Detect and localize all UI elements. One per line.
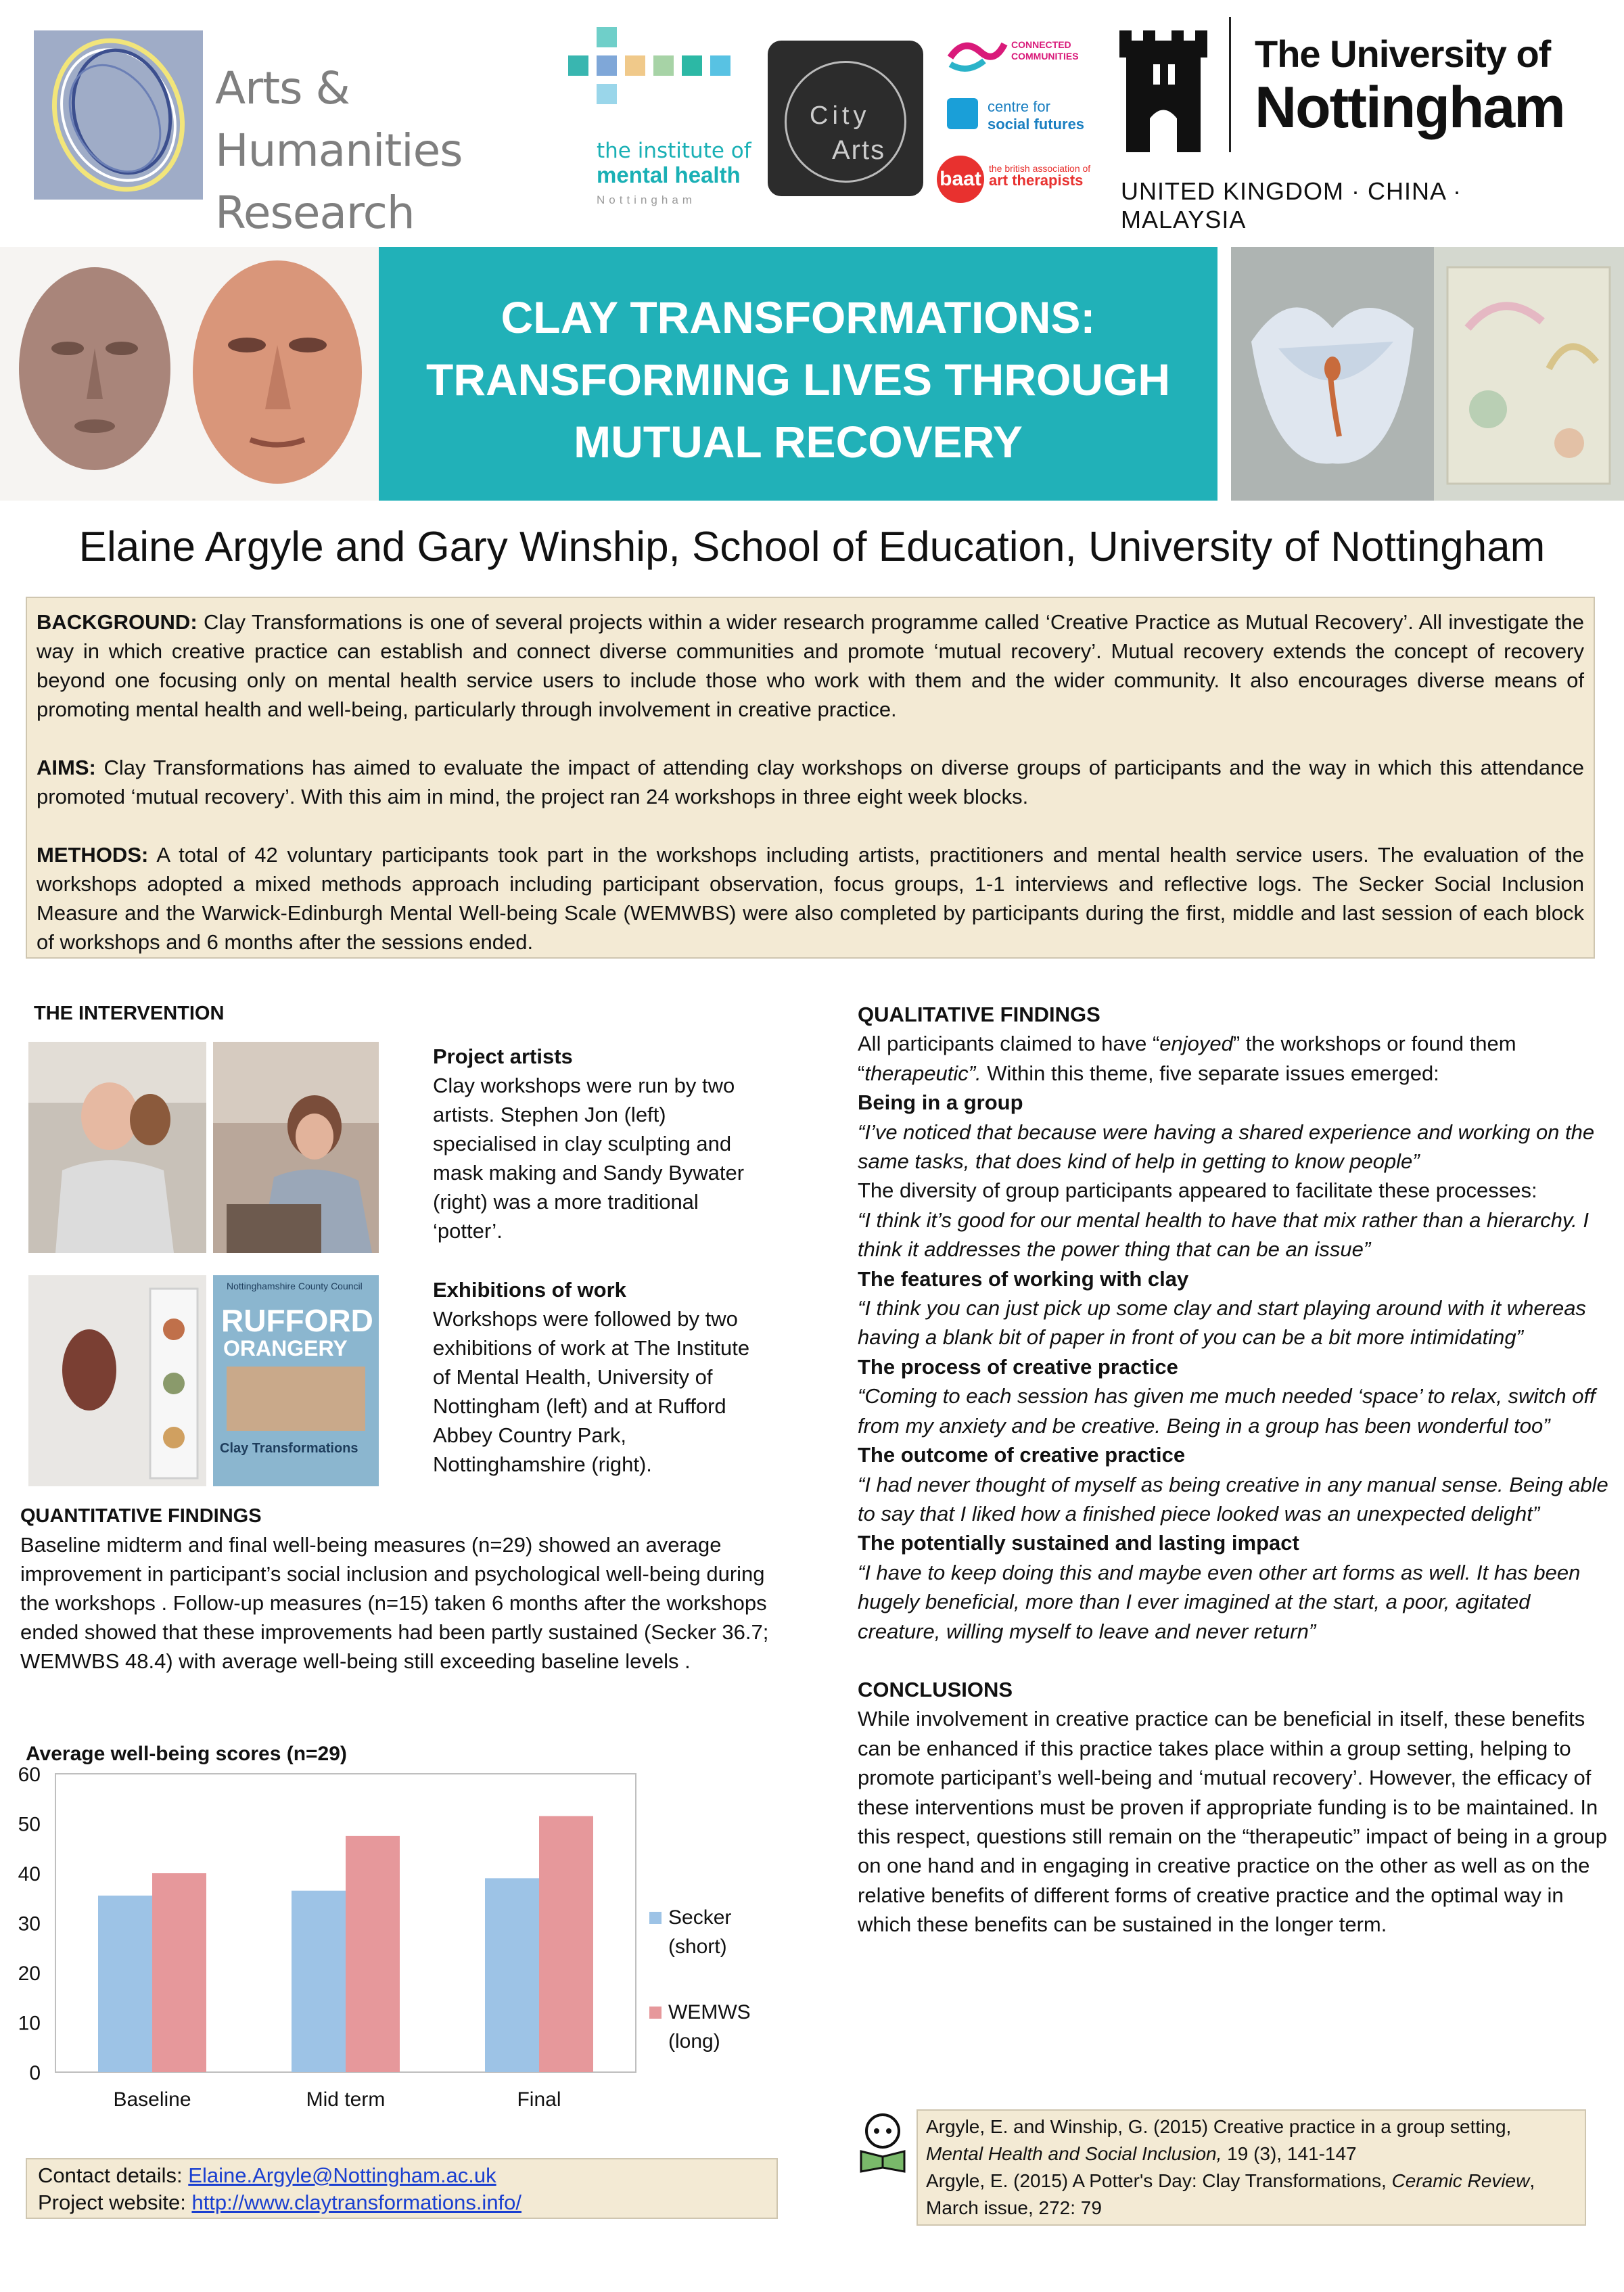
poster-orangery: ORANGERY [223,1336,348,1360]
methods-paragraph [37,840,1584,957]
bar-wemws [152,1873,206,2072]
ahrc-swirl-icon [34,30,203,200]
bar-wemws [539,1816,593,2072]
legend-label: (short) [668,1935,727,1958]
artists-caption-text: Clay workshops were run by two artists. Stephen Jon (left) specialised in clay sculpting and mask making and Sandy Bywater (right) was a more traditional ‘potter’. [433,1074,745,1243]
contact-website-label: Project website: [38,2191,192,2214]
uon-countries: UNITED KINGDOM · CHINA · MALAYSIA [1121,177,1462,233]
intro-box [26,597,1595,959]
baat-small: the british association of [989,163,1091,174]
y-tick-label: 60 [18,1766,41,1786]
city-arts-logo [768,41,923,196]
y-tick-label: 30 [18,1912,41,1935]
y-tick-label: 50 [18,1813,41,1836]
legend-swatch [649,1912,662,1924]
x-tick-label: Baseline [113,2088,191,2111]
references-box [917,2109,1586,2226]
reference-2: Argyle, E. (2015) A Potter's Day: Clay Transformations, Ceramic Review, March issue, 272: 79 [926,2170,1535,2218]
imh-squares-icon [568,27,730,108]
bar-secker [485,1878,539,2072]
connected-communities-line2: COMMUNITIES [1011,51,1079,62]
contact-box [26,2158,778,2219]
background-paragraph [37,608,1584,724]
city-arts-line1: City [810,101,871,130]
clay-bowl-image [1231,247,1624,501]
conclusions-title: CONCLUSIONS [858,1677,1013,1701]
contact-email-line [38,2162,766,2189]
ahrc-line2: Research [215,187,415,239]
quote-outcome: “I had never thought of myself as being creative in any manual sense. Being able to say that I liked how a finished piece looked was an unexpected delight” [858,1472,1608,1526]
artists-caption [433,1042,771,1245]
legend-label: WEMWS [668,2001,751,2023]
imh-line2: mental health [597,162,741,187]
contact-website-line [38,2189,766,2216]
poster-title: CLAY TRANSFORMATIONS: TRANSFORMING LIVES THROUGH MUTUAL RECOVERY [426,292,1170,467]
social-futures-line2: social futures [988,116,1085,133]
intervention-title: THE INTERVENTION [34,1003,225,1024]
artist-stephen-image [28,1042,206,1253]
exhibition-imh-image [28,1275,206,1486]
theme-process: The process of creative practice [858,1354,1178,1379]
quote-process: “Coming to each session has given me much needed ‘space’ to relax, switch off from my anxiety and be creative. Being in a group has been wonderful too” [858,1384,1596,1438]
quote-lasting-impact: “I have to keep doing this and maybe even other art forms as well. It has been hugely beneficial, more than I ever imagined at the start, a poor, agitated creature, willing myself to leave and never return” [858,1560,1581,1643]
connected-communities-icon [947,37,1008,74]
baat-big: art therapists [989,172,1084,189]
aims-text: Clay Transformations has aimed to evaluate the impact of attending clay workshops on diverse groups of participants and the way in which this attendance promoted ‘mutual recovery’. With this aim in mind, the project ran 24 workshops in three eight week blocks. [37,756,1584,808]
theme-being-in-group: Being in a group [858,1091,1023,1115]
clay-masks-photo [0,247,379,501]
poster-rufford: RUFFORD [221,1303,373,1338]
legend-label: (long) [668,2030,720,2053]
conclusions-text: While involvement in creative practice can be beneficial in itself, these benefits can be enhanced if this practice takes place within a group setting, helping to promote participant’s well-being and ‘mutual recovery’. However, the efficacy of these interventions must be proven if appropriate funding is to be maintained. In this respect, questions still remain on the “therapeutic” impact of being in a group on one hand and in engaging in creative practice on the other as well as on the relative benefits of different forms of creative practice and the optimal way in which these benefits can be sustained in the longer term. [858,1707,1607,1937]
x-tick-label: Mid term [306,2088,386,2111]
title-band [0,247,1624,501]
legend-label: Secker [668,1906,732,1929]
uon-line1: The University of [1255,32,1551,75]
right-column [858,1000,1608,1940]
connected-communities-line1: CONNECTED [1011,39,1071,50]
theme-lasting-impact: The potentially sustained and lasting impact [858,1531,1299,1555]
clay-works-photo [1231,247,1624,501]
social-futures-line1: centre for [988,98,1050,115]
poster-council: Nottinghamshire County Council [227,1281,363,1291]
city-arts-line2: Arts [832,135,886,165]
quantitative-text: Baseline midterm and final well-being measures (n=29) showed an average improvement in participant’s social inclusion and psychological well-being during the workshops . Follow-up measures (n=15) taken 6 months after the workshops ended showed that these improvements had been partly sustained (Secker 36.7; WEMWBS 48.4) with average well-being still exceeding baseline levels . [20,1533,769,1673]
partner-logos [933,34,1109,203]
qualitative-title: QUALITATIVE FINDINGS [858,1003,1100,1026]
poster-clay-transformations: Clay Transformations [220,1441,358,1456]
contact-email-label: Contact details: [38,2163,189,2187]
artists-caption-title: Project artists [433,1045,573,1068]
logo-bar [0,0,1624,239]
diversity-text: The diversity of group participants appeared to facilitate these processes: [858,1178,1537,1203]
imh-line3: Nottingham [597,193,696,206]
university-of-nottingham-logo [1119,17,1593,233]
aims-label: AIMS: [37,756,96,779]
contact-website-link[interactable]: http://www.claytransformations.info/ [191,2191,522,2214]
theme-working-with-clay: The features of working with clay [858,1266,1189,1291]
social-futures-icon [947,98,978,129]
artist-sandy-photo [213,1042,379,1253]
exhibition-imh-photo [28,1275,206,1486]
rufford-poster-photo [213,1275,379,1486]
bar-secker [292,1891,346,2072]
y-tick-label: 20 [18,1963,41,1985]
baat-icon: baat [937,156,984,203]
wellbeing-bar-chart [14,1766,825,2138]
exhibitions-caption-title: Exhibitions of work [433,1278,626,1302]
methods-label: METHODS: [37,843,149,867]
bar-wemws [346,1836,400,2072]
contact-email-link[interactable]: Elaine.Argyle@Nottingham.ac.uk [188,2163,496,2187]
quote-diversity: “I think it’s good for our mental health to have that mix rather than a hierarchy. I think it addresses the power thing that can be an issue” [858,1208,1589,1262]
y-tick-label: 10 [18,2012,41,2035]
qualitative-intro: All participants claimed to have “enjoyed” the workshops or found them “therapeutic”. Within this theme, five separate issues emerged: [858,1032,1516,1085]
bar-secker [98,1896,152,2072]
ahrc-line1: Arts & Humanities [215,62,463,177]
background-text: Clay Transformations is one of several projects within a wider research programme called ‘Creative Practice as Mutual Recovery’. All investigate the way in which creative practice can establish and connect diverse communities and promote ‘mutual recovery’. Mutual recovery extends the concept of recovery beyond one focusing only on mental health service users to include those who work with them and the wider community. It also encourages diverse means of promoting mental health and well-being, particularly through involvement in creative practice. [37,610,1584,721]
background-label: BACKGROUND: [37,610,198,634]
castle-icon [1119,17,1207,152]
imh-line1: the institute of [597,139,751,163]
theme-outcome: The outcome of creative practice [858,1443,1186,1467]
x-tick-label: Final [517,2088,561,2111]
clay-masks-image [0,247,379,501]
exhibitions-caption-text: Workshops were followed by two exhibitions of work at The Institute of Mental Health, University of Nottingham (left) and at Rufford Abbey Country Park, Nottinghamshire (right). [433,1307,750,1476]
y-tick-label: 40 [18,1863,41,1885]
title-box [379,247,1217,501]
chart-title: Average well-being scores (n=29) [26,1743,347,1765]
quantitative-title: QUANTITATIVE FINDINGS [20,1505,262,1527]
methods-text: A total of 42 voluntary participants took part in the workshops including artists, practitioners and mental health service users. The evaluation of the workshops adopted a mixed methods approach including participant observation, focus groups, 1-1 interviews and reflective logs. The Secker Social Inclusion Measure and the Warwick-Edinburgh Mental Well-being Scale (WEMWBS) were also completed by participants during the first, middle and last session of each block of workshops and 6 months after the sessions ended. [37,843,1584,954]
uon-line2: Nottingham [1255,75,1564,140]
reader-book-icon [856,2112,910,2173]
quote-being-in-group: “I’ve noticed that because were having a shared experience and working on the same tasks, that does kind of help in getting to know people” [858,1120,1595,1174]
authors-line: Elaine Argyle and Gary Winship, School of Education, University of Nottingham [78,524,1546,570]
institute-mental-health-logo [568,27,758,206]
quote-working-with-clay: “I think you can just pick up some clay and start playing around with it whereas having a blank bit of paper in front of you can be a bit more intimidating” [858,1296,1586,1350]
poster-clay-image [227,1367,365,1431]
ahrc-logo [34,30,561,239]
artist-stephen-photo [28,1042,206,1253]
legend-swatch [649,2007,662,2019]
uon-divider [1229,17,1231,152]
reference-1: Argyle, E. and Winship, G. (2015) Creative practice in a group setting, Mental Health and Social Inclusion, 19 (3), 141-147 [926,2116,1512,2164]
artist-sandy-image [213,1042,379,1253]
aims-paragraph [37,753,1584,811]
y-tick-label: 0 [29,2062,41,2084]
exhibitions-caption [433,1275,771,1479]
